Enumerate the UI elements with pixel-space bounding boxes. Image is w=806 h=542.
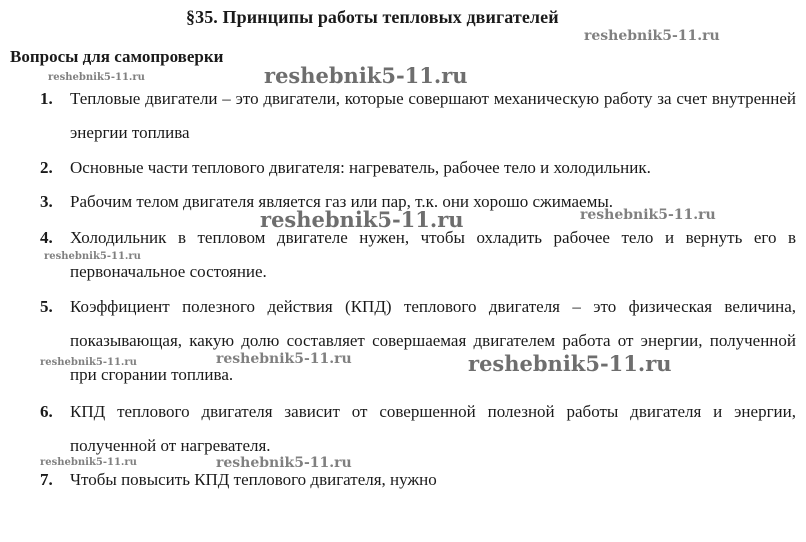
watermark: reshebnik5-11.ru bbox=[48, 72, 145, 83]
watermark: reshebnik5-11.ru bbox=[584, 28, 720, 44]
question-item-3 bbox=[40, 185, 796, 219]
section-heading: Вопросы для самопроверки bbox=[10, 47, 224, 66]
watermark: reshebnik5-11.ru bbox=[216, 351, 352, 367]
question-text: КПД теплового двигателя зависит от совершенной полезной работы двигателя и энергии, полученной от нагревателя. bbox=[70, 402, 796, 455]
question-item-4 bbox=[40, 221, 796, 289]
question-item-5 bbox=[40, 290, 796, 392]
question-number: 2. bbox=[40, 158, 53, 177]
question-number: 7. bbox=[40, 470, 53, 489]
question-number: 6. bbox=[40, 402, 53, 421]
question-text: Чтобы повысить КПД теплового двигателя, нужно bbox=[70, 470, 437, 489]
watermark: reshebnik5-11.ru bbox=[44, 251, 141, 262]
question-item-1 bbox=[40, 82, 796, 150]
page-title: §35. Принципы работы тепловых двигателей bbox=[186, 7, 559, 27]
question-text: Тепловые двигатели – это двигатели, которые совершают механическую работу за счет внутренней энергии топлива bbox=[70, 89, 796, 142]
watermark: reshebnik5-11.ru bbox=[260, 207, 464, 232]
watermark: reshebnik5-11.ru bbox=[264, 63, 468, 88]
question-number: 5. bbox=[40, 297, 53, 316]
watermark: reshebnik5-11.ru bbox=[468, 351, 672, 376]
question-number: 4. bbox=[40, 228, 53, 247]
question-number: 3. bbox=[40, 192, 53, 211]
question-item-7 bbox=[40, 463, 796, 497]
question-text: Коэффициент полезного действия (КПД) теплового двигателя – это физическая величина, показывающая, какую долю составляет совершаемая двигателем работа от энергии, полученной при сгорании топлива. bbox=[70, 297, 796, 384]
question-item-6 bbox=[40, 395, 796, 463]
question-number: 1. bbox=[40, 89, 53, 108]
watermark: reshebnik5-11.ru bbox=[216, 455, 352, 471]
watermark: reshebnik5-11.ru bbox=[40, 357, 137, 368]
question-text: Рабочим телом двигателя является газ или пар, т.к. они хорошо сжимаемы. bbox=[70, 192, 614, 211]
watermark: reshebnik5-11.ru bbox=[580, 207, 716, 223]
question-text: Основные части теплового двигателя: нагреватель, рабочее тело и холодильник. bbox=[70, 158, 651, 177]
question-text: Холодильник в тепловом двигателе нужен, чтобы охладить рабочее тело и вернуть его в первоначальное состояние. bbox=[70, 228, 796, 281]
question-item-2 bbox=[40, 151, 796, 185]
watermark: reshebnik5-11.ru bbox=[40, 457, 137, 468]
